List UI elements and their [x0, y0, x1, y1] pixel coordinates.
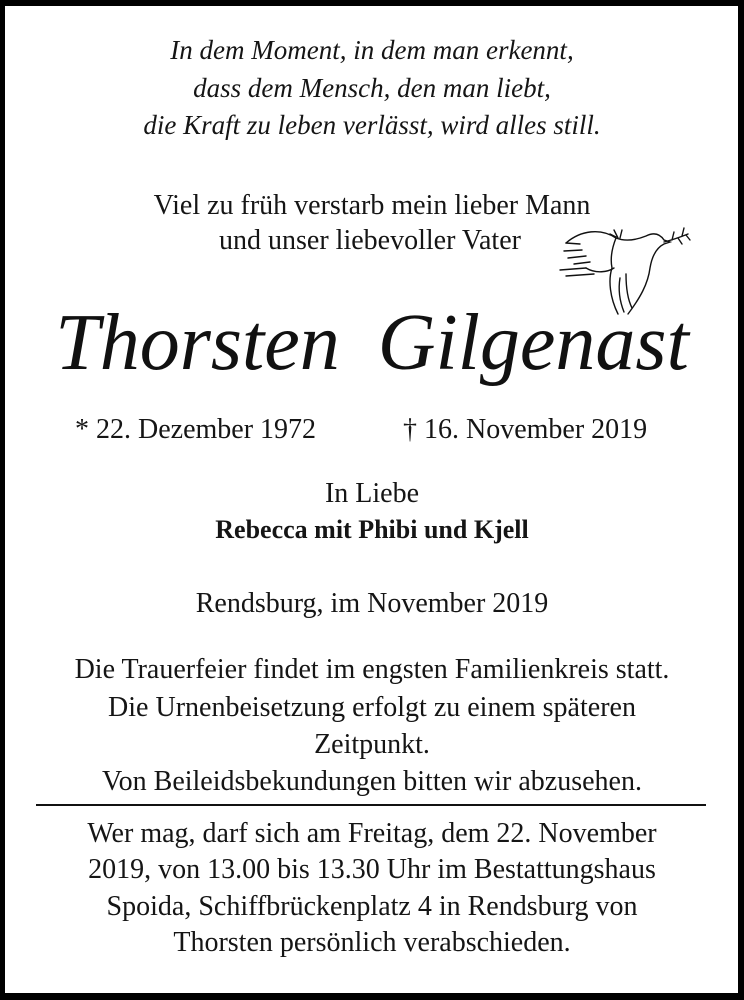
- intro-line: Viel zu früh verstarb mein lieber Mann: [153, 190, 591, 221]
- notice-line: Von Beileidsbekundungen bitten wir abzusehen.: [102, 766, 642, 797]
- poem-line: In dem Moment, in dem man erkennt,: [170, 35, 574, 65]
- death-date: † 16. November 2019: [403, 414, 648, 445]
- signoff-line: In Liebe: [324, 478, 420, 509]
- farewell-line: Spoida, Schiffbrückenplatz 4 in Rendsburg von: [106, 891, 638, 922]
- farewell-line: Wer mag, darf sich am Freitag, dem 22. November: [87, 818, 657, 849]
- birth-date: * 22. Dezember 1972: [75, 414, 317, 445]
- intro-line: und unser liebevoller Vater: [219, 225, 521, 256]
- family-names: Rebecca mit Phibi und Kjell: [215, 515, 529, 544]
- notice-line: Die Trauerfeier findet im engsten Familienkreis statt.: [74, 654, 670, 685]
- divider: [36, 804, 706, 806]
- farewell-line: Thorsten persönlich verabschieden.: [173, 927, 571, 958]
- notice-line: Die Urnenbeisetzung erfolgt zu einem späteren: [108, 692, 636, 723]
- deceased-name: Thorsten Gilgenast: [55, 299, 689, 387]
- poem-line: die Kraft zu leben verlässt, wird alles still.: [143, 110, 601, 140]
- poem-line: dass dem Mensch, den man liebt,: [193, 73, 551, 103]
- notice-line: Zeitpunkt.: [314, 729, 430, 760]
- farewell-line: 2019, von 13.00 bis 13.30 Uhr im Bestattungshaus: [88, 854, 656, 885]
- place-date: Rendsburg, im November 2019: [195, 588, 549, 619]
